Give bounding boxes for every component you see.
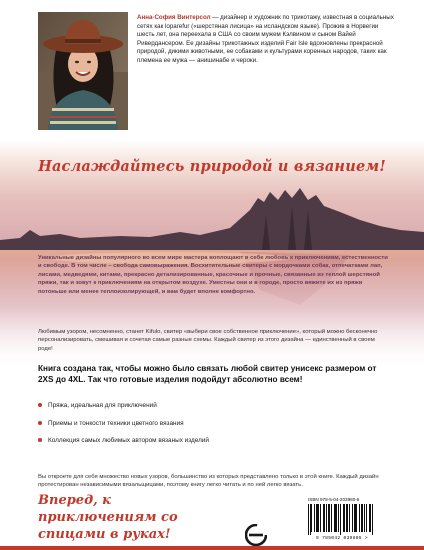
red-dot-icon: [38, 421, 42, 425]
barcode-bar: [362, 504, 363, 532]
barcode-bar: [323, 504, 324, 532]
barcode-bar: [343, 504, 344, 532]
barcode-bar: [346, 504, 347, 532]
lead-statement: Книга создана так, чтобы можно было связать любой свитер унисекс размером от 2XS до 4XL. Так что готовые изделия подойдут абсолютно всем!: [38, 364, 377, 384]
barcode-bar: [347, 504, 348, 532]
barcode-bar: [356, 504, 357, 532]
barcode-bar: [316, 504, 317, 532]
cover-headline: Наслаждайтесь природой и вязанием!: [38, 158, 386, 175]
red-dot-icon: [38, 438, 42, 442]
barcode-bar: [320, 504, 321, 532]
list-item: Пряжа, идеальная для приключений: [38, 401, 388, 410]
barcode-bar: [349, 504, 350, 532]
barcode-bar: [318, 504, 319, 532]
barcode-bar: [370, 504, 371, 532]
barcode-bar: [338, 504, 339, 532]
barcode-bar: [340, 504, 341, 535]
closing-paragraph: Вы откроете для себя множество новых узоров, большинство из которых представлено только в этой книге. Каждый дизайн протестирован независимыми вязальщицами, поэтому книгу легко читать и по ней легко вязать.: [38, 474, 379, 489]
barcode-bar: [364, 504, 365, 532]
barcode-bar: [308, 504, 309, 535]
barcode-bar: [311, 504, 312, 532]
barcode-bar: [369, 504, 370, 532]
bottom-slogan: Вперед, к приключениям со спицами в руках!: [38, 493, 178, 542]
eksmo-logo-icon: [245, 524, 267, 546]
barcode-bar: [324, 504, 325, 532]
barcode-bar: [336, 504, 337, 532]
barcode-bar: [334, 504, 335, 532]
barcode-bar: [329, 504, 330, 532]
barcode-bar: [310, 504, 311, 535]
kifulo-paragraph: Любимым узором, несомненно, станет Kifulo, свитер «выбери свое собственное приключение», который можно бесконечно персонализировать, смешивая и сочетая самые разные схемы. Каждый свитер из этого дизайна — единственный в своем роде!: [38, 329, 378, 352]
barcode: [305, 496, 379, 544]
barcode-bar: [366, 504, 367, 532]
barcode-bar: [317, 504, 318, 532]
author-photo: [38, 12, 128, 130]
author-bio-text: — дизайнер и художник по трикотажу, известная в социальных сетях как loparefur («шерстяная лисица» на исландском языке). Прожив в Норвегии шесть лет, она переехала в США со своим мужем Кэлвином и сыном Вайей Ривердансером. Ее дизайны трикотажных изделий Fair Isle вдохновлены прекрасной природой, дикими животными, ее собаками и культурами коренных народов, таких как племена ее мужа — анишинабе и чероки.: [137, 14, 394, 64]
feature-list: [38, 401, 388, 454]
red-dot-icon: [38, 403, 42, 407]
author-name: Анна-София Винтерсол: [137, 14, 211, 21]
barcode-bar: [359, 504, 360, 532]
barcode-bar: [355, 504, 356, 532]
barcode-bar: [314, 504, 315, 532]
author-bio: [137, 14, 395, 66]
intro-paragraph: Уникальные дизайны популярного во всем мире мастера воплощают в себе любовь к приключениям, естественности и свободе. В том числе – свобода самовыражения. Восхитительные свитеры с мордочками собак, отпечатками лап, лисами, медведями, китами, прекрасно детализированные, красочные и прочные, связанные из теплой шерстяной пряжи, так и зовут к приключениям на открытом воздухе. Уместны они и в городе, просто вяжите их из пряжи потоньше или менее теплоизолирующей, и вам будет вполне комфортно.: [38, 255, 388, 295]
isbn-text: ISBN 978-5-04-203980-5: [308, 497, 360, 502]
list-item: Коллекция самых любимых автором вязаных изделий: [38, 436, 388, 445]
barcode-bar: [344, 504, 345, 532]
list-item: Приемы и тонкости техники цветного вязания: [38, 419, 388, 428]
barcode-bar: [361, 504, 362, 532]
barcode-bars: [308, 504, 376, 535]
barcode-bar: [331, 504, 332, 532]
barcode-bar: [335, 504, 336, 532]
bottom-accent-strip: [0, 546, 424, 550]
barcode-bar: [354, 504, 355, 532]
barcode-bar: [326, 504, 327, 532]
barcode-bar: [352, 504, 353, 532]
barcode-bar: [328, 504, 329, 532]
barcode-bar: [372, 504, 373, 535]
barcode-digits: 9 785042 039805 >: [316, 536, 368, 541]
